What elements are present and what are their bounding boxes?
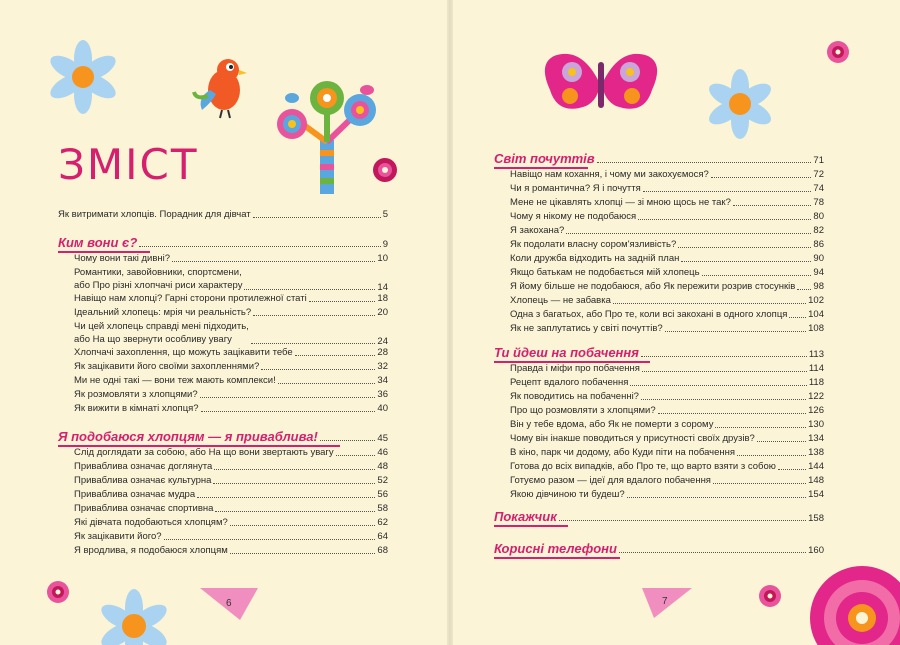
entry-title: Чи цей хлопець справді мені підходить, або На що звернути особливу увагу (74, 321, 249, 345)
page-number-label: 104 (808, 309, 824, 320)
toc-entry[interactable] (510, 282, 824, 292)
entry-title: Правда і міфи про побачення (510, 363, 640, 374)
toc-entry[interactable] (74, 518, 388, 528)
page-number-label: 5 (382, 209, 388, 220)
toc-entry-intro[interactable] (58, 210, 388, 220)
page-number-label: 114 (808, 363, 824, 374)
entry-title: Я закохана? (510, 225, 565, 236)
dot-leader (309, 301, 376, 302)
section-title: Я подобаюся хлопцям — я приваблива! (58, 429, 318, 444)
entry-title: Чому я нікому не подобаюся (510, 211, 637, 222)
page-number-label: 113 (808, 348, 824, 360)
section-underline (494, 525, 568, 527)
dot-leader (261, 369, 375, 370)
entry-title: Готова до всіх випадків, або Про те, що варто взяти з собою (510, 461, 776, 472)
page-title: ЗМІСТ (58, 140, 199, 189)
entry-title: Як зацікавити його? (74, 531, 162, 542)
toc-entry[interactable] (510, 226, 824, 236)
toc-section-2[interactable] (58, 430, 388, 443)
dot-leader (619, 552, 806, 553)
dot-leader (201, 411, 376, 412)
entry-title: Приваблива означає доглянута (74, 461, 213, 472)
dot-leader (139, 246, 380, 247)
toc-entry[interactable] (74, 490, 388, 500)
dot-leader (642, 371, 807, 372)
page-number-label: 9 (382, 238, 388, 250)
dot-leader (164, 539, 376, 540)
toc-entry[interactable] (74, 532, 388, 542)
entry-title: Про що розмовляти з хлопцями? (510, 405, 656, 416)
entry-title: Чому вони такі дивні? (74, 253, 171, 264)
entry-title: Приваблива означає спортивна (74, 503, 214, 514)
blue-flower-icon (42, 38, 124, 116)
dot-leader (733, 205, 812, 206)
dot-leader (797, 289, 811, 290)
page-number-label: 20 (377, 307, 388, 318)
page-number-label: 32 (377, 361, 388, 372)
dot-leader (215, 511, 375, 512)
dot-leader (251, 343, 376, 344)
dot-leader (213, 483, 375, 484)
page-number-label: 64 (377, 531, 388, 542)
toc-entry[interactable] (510, 268, 824, 278)
dot-leader (789, 317, 806, 318)
dot-leader (715, 427, 806, 428)
toc-entry[interactable] (510, 434, 824, 444)
entry-title: Як подолати власну сором'язливість? (510, 239, 677, 250)
entry-title: Як розмовляти з хлопцями? (74, 389, 198, 400)
page-number-label: 80 (813, 211, 824, 222)
entry-title: Коли дружба відходить на задній план (510, 253, 680, 264)
toc-entry[interactable] (510, 324, 824, 334)
toc-section-3[interactable] (494, 152, 824, 165)
butterfly-icon (542, 50, 660, 120)
page-number-label: 78 (813, 197, 824, 208)
toc-entry[interactable] (510, 240, 824, 250)
toc-entry[interactable] (510, 198, 824, 208)
entry-title: Як витримати хлопців. Порадник для дівчат (58, 209, 251, 220)
dot-leader (214, 469, 375, 470)
toc-entry[interactable] (510, 476, 824, 486)
toc-entry[interactable] (74, 448, 388, 458)
entry-title: Приваблива означає мудра (74, 489, 196, 500)
dot-leader (702, 275, 812, 276)
entry-title: Як поводитись на побаченні? (510, 391, 639, 402)
page-number-label: 102 (808, 295, 824, 306)
entry-title: Ми не одні такі — вони теж мають комплекси! (74, 375, 276, 386)
dot-leader (630, 385, 806, 386)
page-number-label: 90 (813, 253, 824, 264)
blue-flower-icon-bottom (92, 586, 176, 645)
page-number-label: 144 (808, 461, 824, 472)
entry-title: Які дівчата подобаються хлопцям? (74, 517, 228, 528)
page-number-label: 28 (377, 347, 388, 358)
entry-title: Ідеальний хлопець: мрія чи реальність? (74, 307, 252, 318)
toc-entry[interactable] (74, 504, 388, 514)
entry-title: Як вижити в кімнаті хлопця? (74, 403, 199, 414)
book-spine (447, 0, 453, 645)
page-number-label: 122 (808, 391, 824, 402)
page-number-label: 24 (377, 335, 388, 347)
toc-section-5[interactable] (494, 510, 824, 523)
dot-leader (681, 261, 811, 262)
dot-leader (643, 191, 812, 192)
toc-entry[interactable] (510, 406, 824, 416)
dot-leader (778, 469, 806, 470)
dot-leader (665, 331, 806, 332)
dot-leader (230, 525, 376, 526)
toc-entry[interactable] (510, 392, 824, 402)
toc-entry[interactable] (74, 294, 388, 304)
small-pink-flower-icon-top-right (826, 40, 850, 64)
entry-title: Я йому більше не подобаюся, або Як пережити розрив стосунків (510, 281, 796, 292)
dot-leader (613, 303, 806, 304)
entry-title: Я вродлива, я подобаюся хлопцям (74, 545, 228, 556)
tree-icon (272, 70, 382, 198)
dot-leader (253, 315, 375, 316)
page-number-label: 148 (808, 475, 824, 486)
entry-title: Чи я романтична? Я і почуття (510, 183, 641, 194)
entry-title: Рецепт вдалого побачення (510, 377, 629, 388)
page-number-label: 130 (808, 419, 824, 430)
toc-section-4[interactable] (494, 346, 824, 359)
toc-entry[interactable] (74, 320, 388, 346)
page-number-label: 126 (808, 405, 824, 416)
page-number-label: 108 (808, 323, 824, 334)
toc-entry[interactable] (74, 266, 388, 292)
toc-entry[interactable] (510, 420, 824, 430)
toc-entry[interactable] (74, 254, 388, 264)
page-number-label: 158 (808, 512, 824, 524)
toc-section-6[interactable] (494, 542, 824, 555)
page-number-label: 94 (813, 267, 824, 278)
dot-leader (566, 233, 811, 234)
page-number-label: 98 (813, 281, 824, 292)
page-number-label: 48 (377, 461, 388, 472)
page-number-label: 46 (377, 447, 388, 458)
dot-leader (658, 413, 807, 414)
toc-entry[interactable] (510, 448, 824, 458)
large-pink-flower-icon (800, 556, 900, 645)
page-number-label: 52 (377, 475, 388, 486)
toc-entry[interactable] (510, 170, 824, 180)
bird-icon (192, 52, 252, 120)
page-number-label: 138 (808, 447, 824, 458)
entry-title: Навіщо нам кохання, і чому ми закохуємося? (510, 169, 709, 180)
section-title: Ти йдеш на побачення (494, 345, 639, 360)
toc-entry[interactable] (510, 490, 824, 500)
dot-leader (197, 497, 375, 498)
small-pink-flower-icon-bottom-left (46, 580, 70, 604)
toc-entry[interactable] (510, 184, 824, 194)
page-number-label: 34 (377, 375, 388, 386)
page-number-label: 74 (813, 183, 824, 194)
dot-leader (597, 162, 812, 163)
small-pink-flower-icon (372, 157, 398, 183)
entry-title: Він у тебе вдома, або Як не померти з сорому (510, 419, 714, 430)
dot-leader (678, 247, 811, 248)
entry-title: Якщо батькам не подобається мій хлопець (510, 267, 700, 278)
toc-entry[interactable] (74, 308, 388, 318)
entry-title: Одна з багатьох, або Про те, коли всі закохані в одного хлопця (510, 309, 788, 320)
entry-title: Як не заплутатись у світі почуттів? (510, 323, 663, 334)
toc-entry[interactable] (74, 376, 388, 386)
dot-leader (559, 520, 806, 521)
entry-title: Мене не цікавлять хлопці — зі мною щось не так? (510, 197, 731, 208)
page-number-label: 118 (808, 377, 824, 388)
dot-leader (320, 440, 376, 441)
dot-leader (711, 177, 812, 178)
dot-leader (230, 553, 376, 554)
page-number-label: 68 (377, 545, 388, 556)
page-number-label: 86 (813, 239, 824, 250)
entry-title: В кіно, парк чи додому, або Куди піти на побачення (510, 447, 736, 458)
page-number-label: 154 (808, 489, 824, 500)
dot-leader (200, 397, 376, 398)
entry-title: Якою дівчиною ти будеш? (510, 489, 625, 500)
toc-entry[interactable] (74, 404, 388, 414)
page-number-label: 58 (377, 503, 388, 514)
dot-leader (336, 455, 376, 456)
toc-entry[interactable] (74, 546, 388, 556)
entry-title: Приваблива означає культурна (74, 475, 212, 486)
toc-entry[interactable] (510, 310, 824, 320)
toc-entry[interactable] (510, 296, 824, 306)
dot-leader (278, 383, 376, 384)
section-underline (494, 557, 620, 559)
dot-leader (172, 261, 375, 262)
page-number-label: 18 (377, 293, 388, 304)
page-number-label: 45 (377, 432, 388, 444)
blue-flower-icon-right (700, 66, 780, 142)
section-title: Покажчик (494, 509, 557, 524)
dot-leader (244, 289, 375, 290)
toc-entry[interactable] (74, 362, 388, 372)
dot-leader (638, 219, 811, 220)
toc-entry[interactable] (510, 254, 824, 264)
page-number-label: 72 (813, 169, 824, 180)
dot-leader (641, 356, 807, 357)
dot-leader (737, 455, 806, 456)
page-number-label: 160 (808, 544, 824, 556)
toc-entry[interactable] (510, 462, 824, 472)
page-number-label: 40 (377, 403, 388, 414)
toc-entry[interactable] (74, 476, 388, 486)
toc-section-1[interactable] (58, 236, 388, 249)
entry-title: Навіщо нам хлопці? Гарні сторони протилежної статі (74, 293, 307, 304)
page-number-right: 7 (662, 596, 668, 607)
entry-title: Романтики, завойовники, спортсмени, або Про різні хлопчачі риси характеру (74, 267, 243, 291)
section-title: Ким вони є? (58, 235, 138, 250)
page-number-label: 134 (808, 433, 824, 444)
dot-leader (713, 483, 806, 484)
toc-entry[interactable] (74, 348, 388, 358)
dot-leader (641, 399, 806, 400)
toc-entry[interactable] (74, 462, 388, 472)
entry-title: Хлопець — не забавка (510, 295, 611, 306)
entry-title: Готуємо разом — ідеї для вдалого побачення (510, 475, 711, 486)
toc-entry[interactable] (510, 212, 824, 222)
page-number-label: 82 (813, 225, 824, 236)
page-number-left: 6 (226, 598, 232, 609)
entry-title: Чому він інакше поводиться у присутності своїх друзів? (510, 433, 755, 444)
page-number-label: 10 (377, 253, 388, 264)
dot-leader (757, 441, 806, 442)
toc-entry[interactable] (74, 390, 388, 400)
small-pink-flower-icon-bottom-right (758, 584, 782, 608)
entry-title: Як зацікавити його своїми захопленнями? (74, 361, 260, 372)
section-title: Корисні телефони (494, 541, 617, 556)
page-number-label: 36 (377, 389, 388, 400)
section-title: Світ почуттів (494, 151, 595, 166)
toc-entry[interactable] (510, 378, 824, 388)
toc-entry[interactable] (510, 364, 824, 374)
dot-leader (253, 217, 381, 218)
page-number-label: 56 (377, 489, 388, 500)
dot-leader (295, 355, 376, 356)
entry-title: Слід доглядати за собою, або На що вони звертають увагу (74, 447, 334, 458)
page-number-label: 14 (377, 281, 388, 293)
dot-leader (627, 497, 806, 498)
entry-title: Хлопчачі захоплення, що можуть зацікавити тебе (74, 347, 293, 358)
page-number-label: 62 (377, 517, 388, 528)
page-number-label: 71 (813, 154, 824, 166)
